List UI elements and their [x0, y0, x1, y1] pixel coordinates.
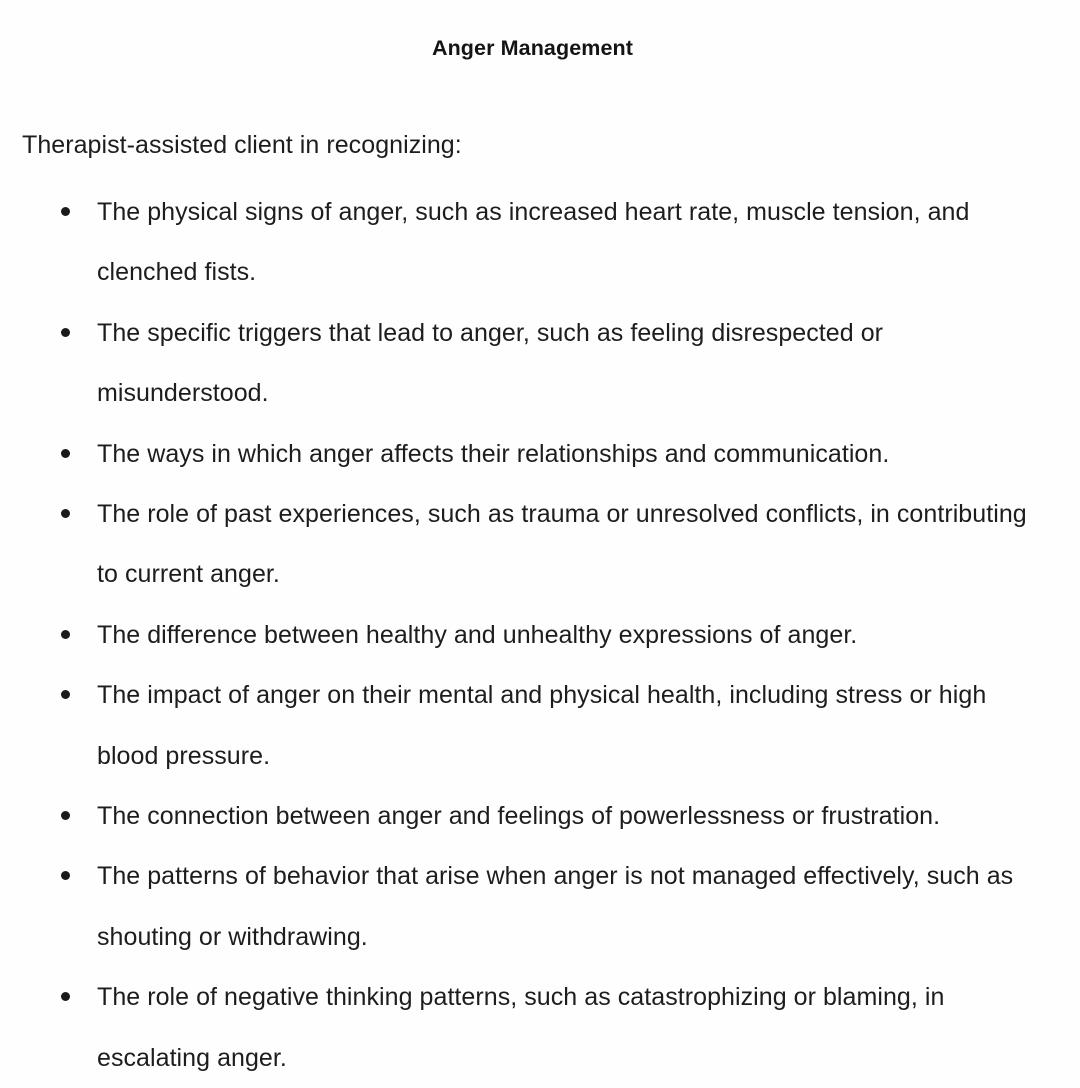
- bullet-point-icon: [61, 871, 70, 880]
- bullet-point-icon: [61, 690, 70, 699]
- list-item: [0, 484, 1080, 605]
- list-item-text: The ways in which anger affects their relationships and communication.: [97, 439, 890, 468]
- bullet-point-icon: [61, 992, 70, 1001]
- list-item: [0, 605, 1080, 665]
- list-item: [0, 967, 1080, 1088]
- page-title: Anger Management: [431, 36, 634, 61]
- list-item-text: The impact of anger on their mental and physical health, including stress or high blood pressure.: [97, 681, 987, 770]
- list-item: [0, 182, 1080, 303]
- list-item: [0, 786, 1080, 846]
- list-item: [0, 424, 1080, 484]
- recognition-list: [0, 182, 1080, 1088]
- list-item: [0, 665, 1080, 786]
- intro-paragraph: Therapist-assisted client in recognizing:: [22, 131, 462, 159]
- list-item-text: The role of past experiences, such as trauma or unresolved conflicts, in contributing to current anger.: [97, 500, 1027, 589]
- list-item-text: The connection between anger and feelings of powerlessness or frustration.: [97, 802, 941, 831]
- list-item-text: The role of negative thinking patterns, such as catastrophizing or blaming, in escalating anger.: [97, 983, 945, 1072]
- list-item-text: The specific triggers that lead to anger, such as feeling disrespected or misunderstood.: [97, 318, 884, 408]
- bullet-point-icon: [61, 449, 70, 458]
- list-item-text: The physical signs of anger, such as increased heart rate, muscle tension, and clenched fists.: [97, 198, 970, 287]
- list-item-text: The difference between healthy and unhealthy expressions of anger.: [97, 620, 858, 649]
- bullet-point-icon: [61, 328, 70, 337]
- list-item: [0, 846, 1080, 967]
- bullet-point-icon: [61, 811, 70, 820]
- bullet-point-icon: [61, 509, 70, 518]
- list-item: [0, 303, 1080, 424]
- list-item-text: The patterns of behavior that arise when anger is not managed effectively, such as shouting or withdrawing.: [97, 862, 1014, 951]
- bullet-point-icon: [61, 207, 70, 216]
- bullet-point-icon: [61, 630, 70, 639]
